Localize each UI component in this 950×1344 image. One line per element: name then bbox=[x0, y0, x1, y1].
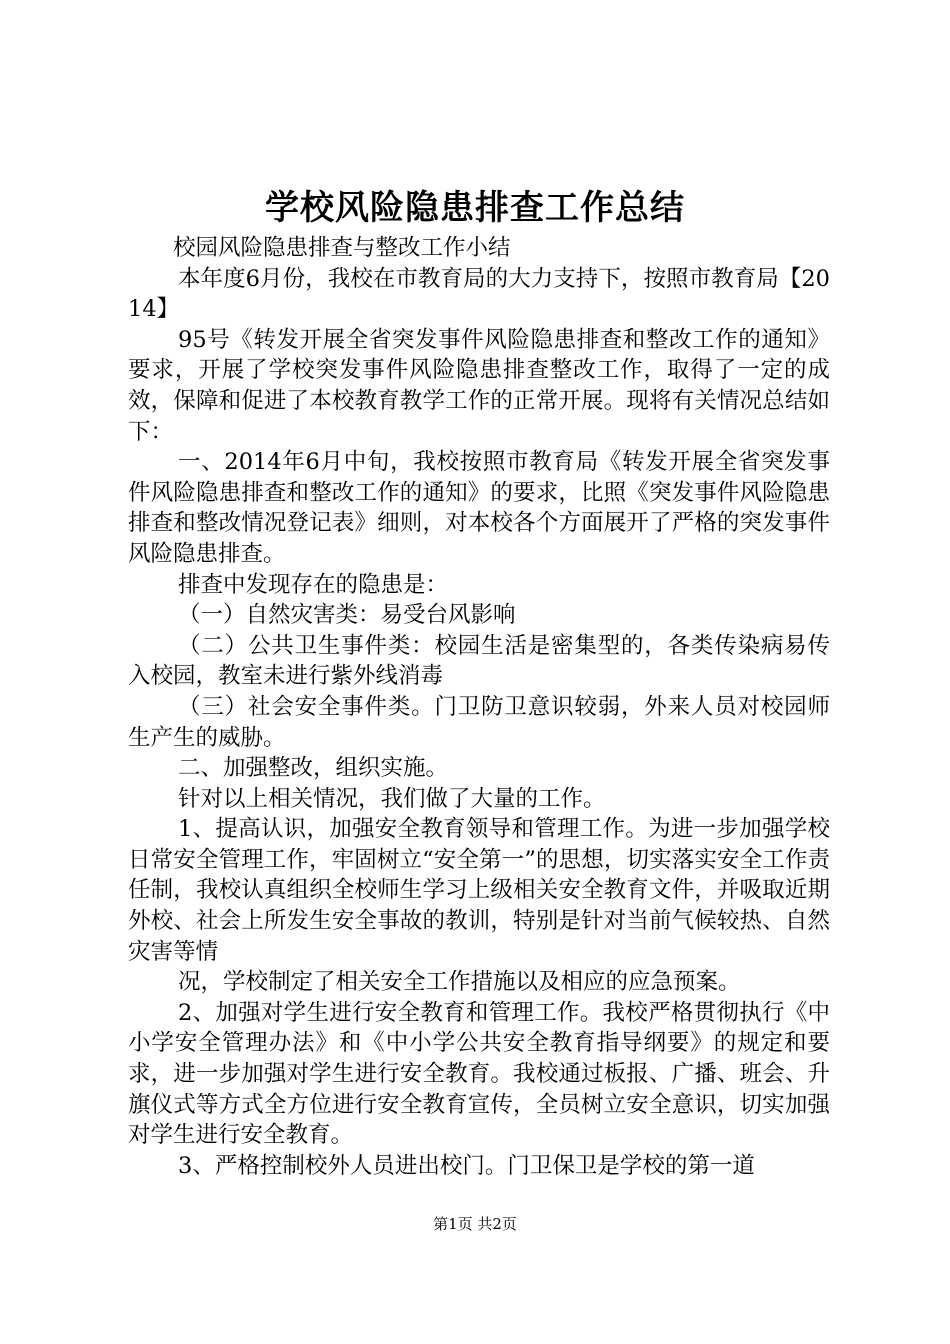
paragraph: 一、2014年6月中旬，我校按照市教育局《转发开展全省突发事件风险隐患排查和整改工作的通知》的要求，比照《突发事件风险隐患排查和整改情况登记表》细则，对本校各个方面展开了严格的突发事件风险隐患排查。 bbox=[128, 449, 830, 567]
paragraph: 95号《转发开展全省突发事件风险隐患排查和整改工作的通知》要求，开展了学校突发事件风险隐患排查整改工作，取得了一定的成效，保障和促进了本校教育教学工作的正常开展。现将有关情况总结如下： bbox=[128, 326, 830, 445]
document-body bbox=[128, 233, 830, 1181]
paragraph: （二）公共卫生事件类：校园生活是密集型的，各类传染病易传入校园，教室未进行紫外线消毒 bbox=[128, 632, 830, 690]
paragraph: 3、严格控制校外人员进出校门。门卫保卫是学校的第一道 bbox=[178, 1152, 755, 1179]
paragraph-subtitle: 校园风险隐患排查与整改工作小结 bbox=[173, 235, 511, 261]
paragraph: （三）社会安全事件类。门卫防卫意识较弱，外来人员对校园师生产生的威胁。 bbox=[128, 693, 830, 751]
document-title: 学校风险隐患排查工作总结 bbox=[265, 188, 685, 228]
paragraph: 1、提高认识，加强安全教育领导和管理工作。为进一步加强学校日常安全管理工作，牢固树立“安全第一”的思想，切实落实安全工作责任制，我校认真组织全校师生学习上级相关安全教育文件，并吸取近期外校、社会上所发生安全事故的教训，特别是针对当前气候较热、自然灾害等情 bbox=[128, 816, 830, 965]
paragraph: 排查中发现存在的隐患是： bbox=[178, 571, 449, 598]
paragraph: 2、加强对学生进行安全教育和管理工作。我校严格贯彻执行《中小学安全管理办法》和《中小学公共安全教育指导纲要》的规定和要求，进一步加强对学生进行安全教育。我校通过板报、广播、班会、升旗仪式等方式全方位进行安全教育宣传，全员树立安全意识，切实加强对学生进行安全教育。 bbox=[128, 999, 830, 1149]
paragraph: 二、加强整改，组织实施。 bbox=[178, 755, 449, 782]
paragraph: （一）自然灾害类：易受台风影响 bbox=[178, 602, 516, 629]
page-indicator: 第1页 共2页 bbox=[433, 1215, 517, 1233]
paragraph: 况，学校制定了相关安全工作措施以及相应的应急预案。 bbox=[178, 969, 741, 996]
paragraph: 本年度6月份，我校在市教育局的大力支持下，按照市教育局【2014】 bbox=[128, 265, 830, 323]
paragraph: 针对以上相关情况，我们做了大量的工作。 bbox=[178, 785, 606, 812]
